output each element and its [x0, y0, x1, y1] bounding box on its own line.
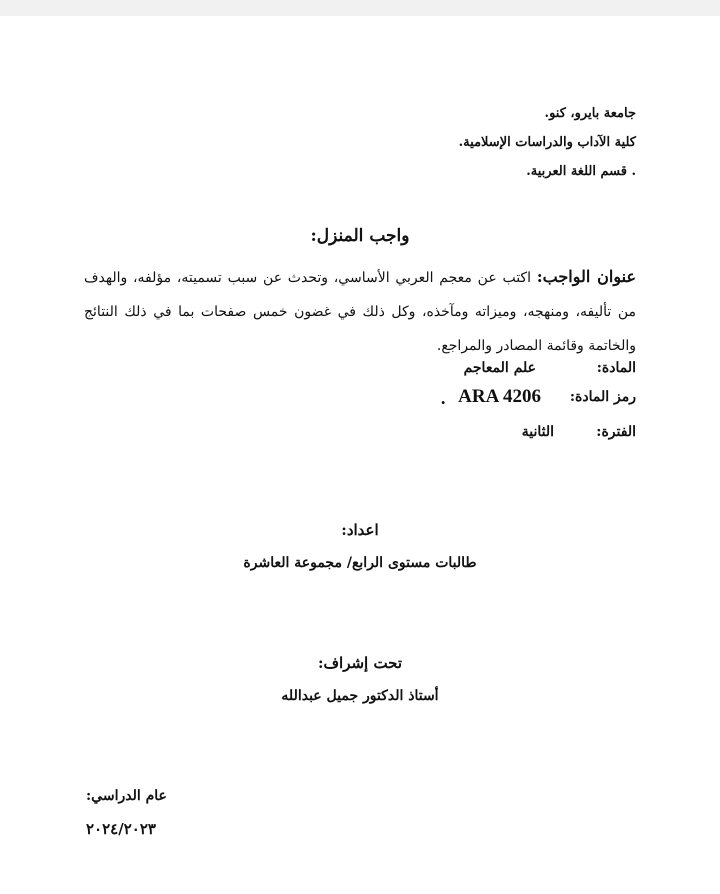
assignment-description — [84, 260, 636, 363]
prepared-by-label: اعداد: — [341, 521, 379, 539]
academic-year-label: عام الدراسي: — [86, 788, 167, 804]
subject-row — [416, 360, 636, 386]
viewer-top-bar — [0, 0, 720, 16]
prepared-by-value: طالبات مستوى الرابع/ مجموعة العاشرة — [243, 555, 477, 571]
university-name: جامعة بايرو، كنو. — [544, 106, 636, 121]
term-row — [416, 424, 636, 450]
faculty-name: كلية الآداب والدراسات الإسلامية. — [458, 135, 636, 150]
subject-label: المادة: — [596, 360, 636, 376]
document-page — [0, 16, 720, 894]
supervision-label: تحت إشراف: — [317, 654, 403, 672]
course-code-label: رمز المادة: — [569, 389, 636, 405]
assignment-title: واجب المنزل: — [310, 226, 410, 246]
course-code-row — [416, 386, 636, 415]
supervisor-name: أستاذ الدكتور جميل عبدالله — [281, 688, 439, 704]
assignment-text: اكتب عن معجم العربي الأساسي، وتحدث عن سبب تسميته، مؤلفه، والهدف من تأليفه، ومنهجه، وميزاته ومآخذه، وكل ذلك في غضون خمس صفحات بما في ذلك النتائج والخاتمة وقائمة المصادر والمراجع. — [84, 270, 636, 354]
academic-year-value: ٢٠٢٤/٢٠٢٣ — [86, 820, 156, 838]
course-code-value: ARA 4206 — [458, 386, 541, 407]
assignment-label: عنوان الواجب: — [536, 267, 636, 286]
course-code-suffix: . — [440, 389, 446, 408]
term-label: الفترة: — [596, 424, 636, 440]
subject-value: علم المعاجم — [463, 360, 536, 376]
department-name: . قسم اللغة العربية. — [526, 164, 636, 179]
term-value: الثانية — [521, 424, 554, 440]
